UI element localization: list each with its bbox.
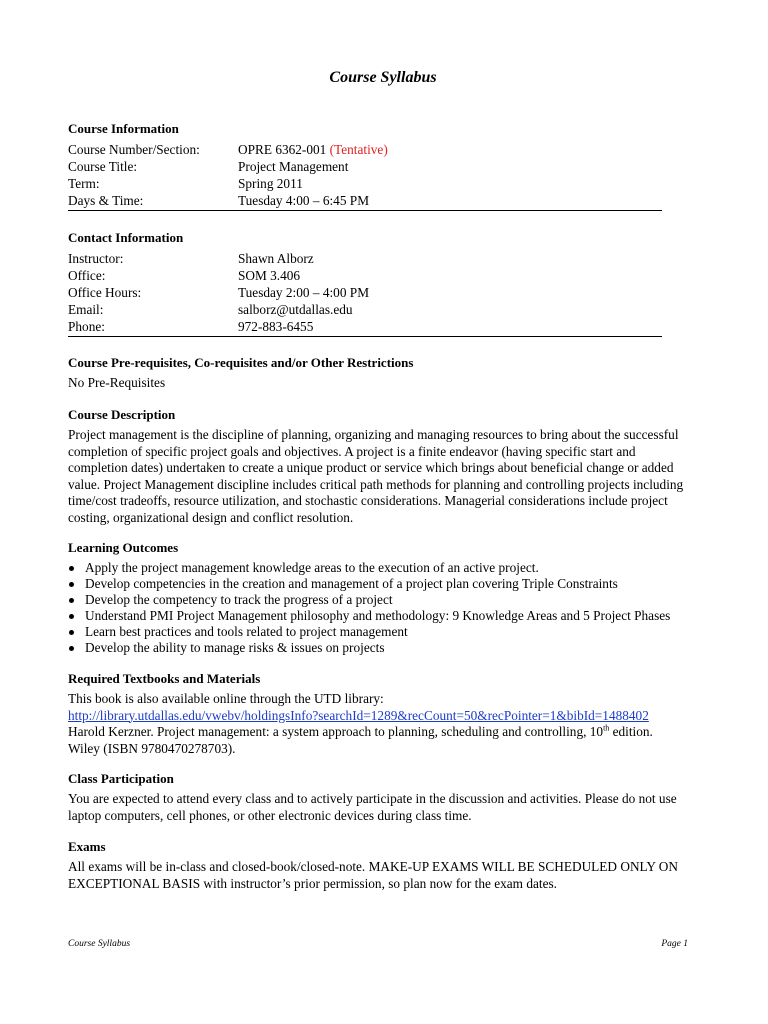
contact-value: Tuesday 2:00 – 4:00 PM: [238, 285, 370, 300]
outcome-text: Apply the project management knowledge areas to the execution of an active project.: [85, 560, 539, 575]
info-label: Term:: [68, 176, 100, 191]
book-citation: [68, 724, 698, 741]
book-title: Harold Kerzner. Project management: a system approach to planning, scheduling and controlling, 10: [68, 724, 604, 739]
participation-text: You are expected to attend every class and to actively participate in the discussion and activities. Please do not use laptop computers, cell phones, or other electronic devices during class time.: [68, 791, 677, 823]
info-row: [68, 175, 698, 192]
course-information-section: [68, 120, 698, 211]
bullet-icon: [69, 646, 74, 651]
section-heading: Class Participation: [68, 771, 174, 786]
outcomes-list: [68, 560, 698, 656]
footer-title: Course Syllabus: [68, 939, 131, 949]
contact-information-section: [68, 229, 698, 337]
contact-email: salborz@utdallas.edu: [238, 302, 353, 317]
course-description-section: [68, 406, 698, 526]
contact-label: Instructor:: [68, 251, 124, 266]
contact-row: [68, 318, 698, 335]
list-item: [68, 640, 698, 656]
outcome-text: Develop the competency to track the progress of a project: [85, 592, 393, 607]
section-heading: Learning Outcomes: [68, 540, 179, 555]
section-divider: [68, 210, 662, 211]
list-item: [68, 624, 698, 640]
document-title: Course Syllabus: [329, 69, 437, 86]
outcome-text: Develop competencies in the creation and management of a project plan covering Triple Constraints: [85, 576, 618, 591]
contact-label: Email:: [68, 302, 104, 317]
list-item: [68, 576, 698, 592]
info-row: [68, 192, 698, 209]
page-footer: [68, 936, 688, 953]
info-value: [238, 141, 698, 158]
contact-phone: 972-883-6455: [238, 319, 314, 334]
list-item: [68, 560, 698, 576]
prerequisites-section: [68, 354, 698, 392]
section-divider: [68, 336, 662, 337]
course-number: OPRE 6362-001: [238, 142, 327, 157]
bullet-icon: [69, 630, 74, 635]
info-value: Project Management: [238, 159, 349, 174]
textbooks-section: [68, 670, 698, 757]
info-label: Course Title:: [68, 159, 138, 174]
section-heading: Required Textbooks and Materials: [68, 671, 261, 686]
outcome-text: Understand PMI Project Management philosophy and methodology: 9 Knowledge Areas and 5 Project Phases: [85, 608, 671, 623]
list-item: [68, 608, 698, 624]
section-heading: Contact Information: [68, 230, 184, 245]
info-value: Spring 2011: [238, 176, 303, 191]
section-heading: Exams: [68, 839, 106, 854]
info-value: Tuesday 4:00 – 6:45 PM: [238, 193, 370, 208]
textbooks-intro: This book is also available online through the UTD library:: [68, 691, 384, 706]
contact-label: Office Hours:: [68, 285, 142, 300]
bullet-icon: [69, 598, 74, 603]
outcome-text: Learn best practices and tools related to project management: [85, 624, 408, 639]
contact-label: Office:: [68, 268, 106, 283]
info-row: [68, 141, 698, 158]
contact-row: [68, 284, 698, 301]
contact-row: [68, 250, 698, 267]
contact-value: Shawn Alborz: [238, 251, 314, 266]
info-row: [68, 158, 698, 175]
exams-text: All exams will be in-class and closed-book/closed-note. MAKE-UP EXAMS WILL BE SCHEDULED ONLY ON EXCEPTIONAL BASIS with instructor’s prior permission, so plan now for the exam dates.: [68, 859, 678, 891]
contact-row: [68, 301, 698, 318]
info-label: Days & Time:: [68, 193, 144, 208]
page-number: Page 1: [661, 939, 688, 949]
outcome-text: Develop the ability to manage risks & issues on projects: [85, 640, 385, 655]
section-heading: Course Pre-requisites, Co-requisites and/or Other Restrictions: [68, 355, 414, 370]
library-link-line: [68, 708, 698, 725]
tentative-note: (Tentative): [329, 142, 388, 157]
section-heading: Course Description: [68, 407, 176, 422]
bullet-icon: [69, 582, 74, 587]
edition-superscript: th: [603, 723, 610, 733]
contact-value: SOM 3.406: [238, 268, 301, 283]
info-label: Course Number/Section:: [68, 142, 200, 157]
library-link[interactable]: http://library.utdallas.edu/vwebv/holdingsInfo?searchId=1289&recCount=50&recPointer=1&bibId=1488402: [68, 707, 649, 723]
list-item: [68, 592, 698, 608]
book-publisher: Wiley (ISBN 9780470278703).: [68, 740, 236, 756]
description-text: Project management is the discipline of planning, organizing and managing resources to bring about the successful completion of specific project goals and objectives. A project is a finite endeavor (having specific start and completion dates) undertaken to create a unique product or service which brings about beneficial change or added value. Project Management discipline includes critical path methods for planning and controlling projects including time/cost tradeoffs, resource utilization, and stochastic considerations. Managerial considerations include project costing, organizational design and conflict resolution.: [68, 427, 684, 525]
bullet-icon: [69, 614, 74, 619]
class-participation-section: [68, 770, 698, 824]
book-edition: edition.: [609, 724, 653, 739]
contact-row: [68, 267, 698, 284]
section-heading: Course Information: [68, 121, 179, 136]
prerequisites-text: No Pre-Requisites: [68, 375, 166, 390]
bullet-icon: [69, 566, 74, 571]
exams-section: [68, 838, 698, 892]
learning-outcomes-section: [68, 539, 698, 656]
contact-label: Phone:: [68, 319, 105, 334]
